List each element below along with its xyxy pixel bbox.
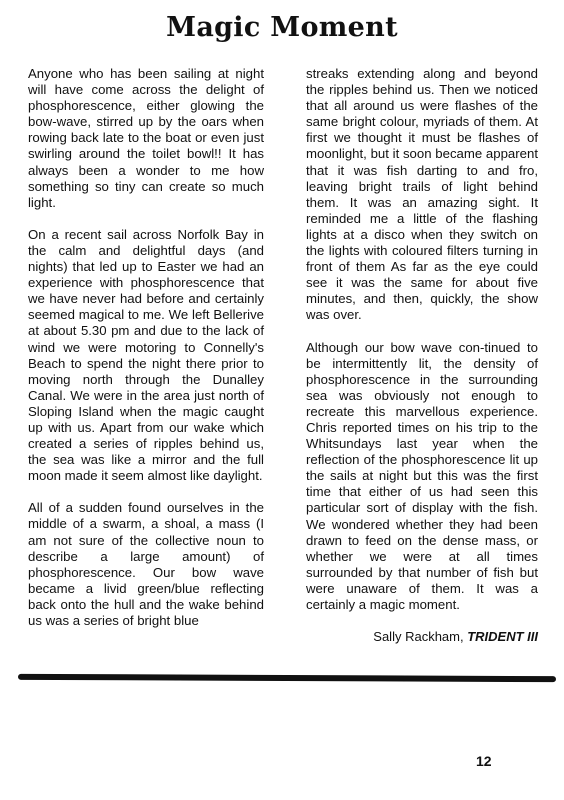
paragraph: streaks extending along and beyond the ripples behind us. Then we noticed that all around us were flashes of the same bright colour, myriads of them. At first we thought it must be flashes of moonlight, but it soon became apparent that it was fish darting to and fro, leaving bright trails of light behind them. It was an amazing sight. It reminded me a little of the flashing lights at a disco when they switch on the lights with coloured filters turning in front of them As far as the eye could see it was the same for about five minutes, and then, quickly, the show was over. <box>306 66 538 323</box>
paragraph: Although our bow wave con-tinued to be intermittently lit, the density of phosphorescence in the surrounding sea was obviously not enough to recreate this marvellous experience. Chris reported times on his trip to the Whitsundays last year when the reflection of the phosphorescence lit up the sails at night but this was the first time that either of us had seen this particular sort of display with the fish. We wondered whether they had been drawn to feed on the dense mass, or whether we were at all times surrounded by that number of fish but were unaware of them. It was a certainly a magic moment. <box>306 339 538 612</box>
paragraph: Anyone who has been sailing at night will have come across the delight of phosphorescence, either glowing the bow-wave, stirred up by the oars when rowing back late to the boat or even just swirling around the toilet bowl!! It has always been a wonder to me how something so tiny can create so much light. <box>28 66 264 210</box>
horizontal-rule <box>18 674 556 682</box>
author-name: Sally Rackham, <box>373 629 464 645</box>
article-title: Magic Moment <box>166 12 398 43</box>
paragraph: On a recent sail across Norfolk Bay in the calm and delightful days (and nights) that led up to Easter we had an experience with phosphorescence that we have never had before and certainly seemed magical to me. We left Bellerive at about 5.30 pm and due to the lack of wind we were motoring to Connelly's Beach to spend the night there prior to moving north through the Dunalley Canal. We were in the area just north of Sloping Island when the magic caught up with us. Apart from our wake which created a series of ripples behind us, the sea was like a mirror and the full moon made it seem almost like daylight. <box>28 226 264 484</box>
signature <box>306 629 538 645</box>
left-column <box>28 66 264 645</box>
paragraph: All of a sudden found ourselves in the middle of a swarm, a shoal, a mass (I am not sure of the collective noun to describe a large amount) of phosphorescence. Our bow wave became a livid green/blue reflecting back onto the hull and the wake behind us was a series of bright blue <box>28 500 264 628</box>
page-number: 12 <box>476 753 492 769</box>
right-column <box>306 66 538 645</box>
boat-name: TRIDENT III <box>467 629 538 645</box>
